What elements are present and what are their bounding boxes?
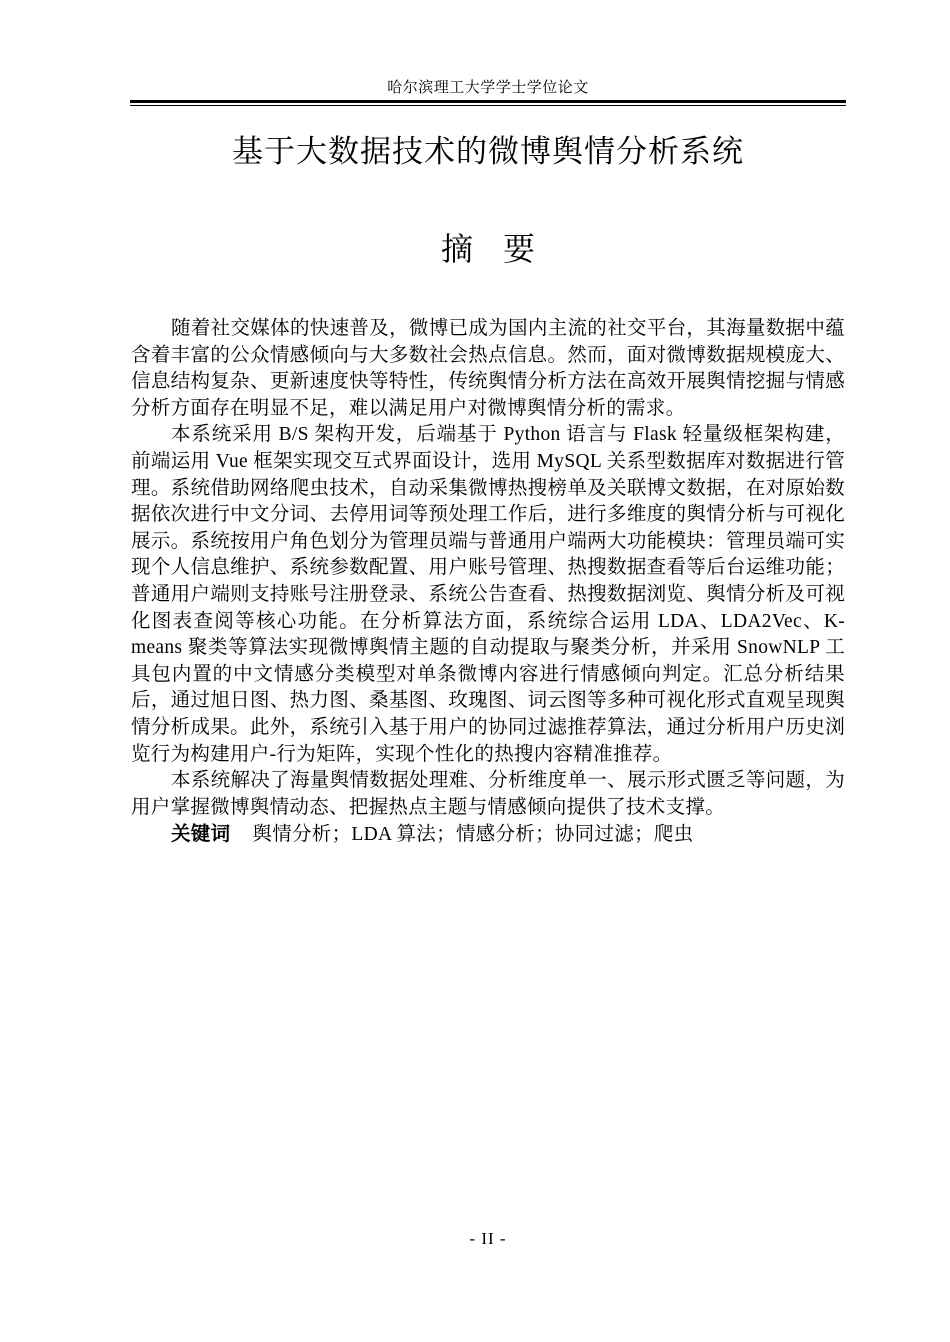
keywords-list: 舆情分析；LDA 算法；情感分析；协同过滤；爬虫 [252, 824, 694, 846]
keywords-label: 关键词 [171, 822, 231, 846]
running-header: 哈尔滨理工大学学士学位论文 [387, 80, 589, 96]
thesis-title: 基于大数据技术的微博舆情分析系统 [232, 134, 744, 170]
header-rule-thick [130, 100, 846, 103]
abstract-paragraph-1: 随着社交媒体的快速普及，微博已成为国内主流的社交平台，其海量数据中蕴含着丰富的公众情感倾向与大多数社会热点信息。然而，面对微博数据规模庞大、信息结构复杂、更新速度快等特性，传统舆情分析方法在高效开展舆情挖掘与情感分析方面存在明显不足，难以满足用户对微博舆情分析的需求。 [131, 318, 845, 419]
abstract-heading [130, 226, 846, 272]
abstract-heading-char-2: 要 [503, 230, 536, 268]
abstract-body [131, 316, 845, 849]
abstract-paragraph-2: 本系统采用 B/S 架构开发，后端基于 Python 语言与 Flask 轻量级框架构建，前端运用 Vue 框架实现交互式界面设计，选用 MySQL 关系型数据库对数据进行管理。系统借助网络爬虫技术，自动采集微博热搜榜单及关联博文数据，在对原始数据依次进行中文分词、去停用词等预处理工作后，进行多维度的舆情分析与可视化展示。系统按用户角色划分为管理员端与普通用户端两大功能模块：管理员端可实现个人信息维护、系统参数配置、用户账号管理、热搜数据查看等后台运维功能；普通用户端则支持账号注册登录、系统公告查看、热搜数据浏览、舆情分析及可视化图表查阅等核心功能。在分析算法方面，系统综合运用 LDA、LDA2Vec、K-means 聚类等算法实现微博舆情主题的自动提取与聚类分析，并采用 SnowNLP 工具包内置的中文情感分类模型对单条微博内容进行情感倾向判定。汇总分析结果后，通过旭日图、热力图、桑基图、玫瑰图、词云图等多种可视化形式直观呈现舆情分析成果。此外，系统引入基于用户的协同过滤推荐算法，通过分析用户历史浏览行为构建用户-行为矩阵，实现个性化的热搜内容精准推荐。 [131, 424, 845, 765]
abstract-paragraph-3: 本系统解决了海量舆情数据处理难、分析维度单一、展示形式匮乏等问题，为用户掌握微博舆情动态、把握热点主题与情感倾向提供了技术支撑。 [131, 770, 845, 818]
abstract-heading-char-1: 摘 [440, 230, 473, 268]
page-number: - II - [469, 1229, 507, 1248]
keywords-line [131, 821, 845, 849]
header-rule-thin [130, 105, 846, 106]
